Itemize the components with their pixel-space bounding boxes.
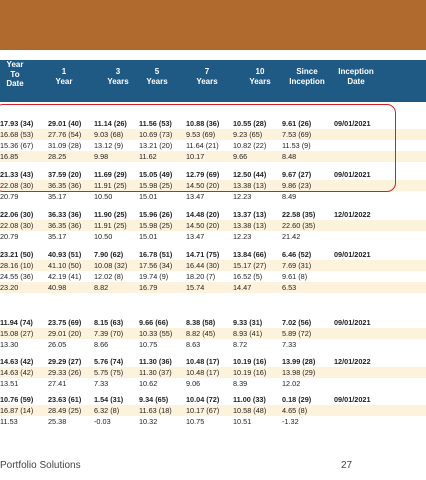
table-cell: 10.48 (17) [186,368,220,377]
table-cell: 9.67 (27) [282,170,312,179]
table-cell: 5.89 (72) [282,329,312,338]
table-cell: 7.39 (70) [94,329,124,338]
table-cell: 17.56 (34) [139,261,173,270]
table-cell: 11.53 [0,417,18,426]
table-cell: 10.55 (28) [233,119,267,128]
table-cell: 13.30 [0,340,19,349]
table-cell: 11.00 (33) [233,395,266,404]
page-number: 27 [341,460,353,471]
table-cell: 12.50 (44) [233,170,267,179]
table-row [0,191,426,202]
table-cell: 42.19 (41) [48,272,82,281]
table-cell: 27.76 (54) [48,130,82,139]
table-cell: 13.51 [0,379,19,388]
table-cell: 29.29 (27) [48,357,82,366]
table-cell: 11.94 (74) [0,318,33,327]
table-cell: 16.78 (51) [139,250,173,259]
table-cell: 8.48 [282,152,297,161]
table-cell: 12.02 [282,379,301,388]
table-cell: 6.32 (8) [94,406,120,415]
table-cell: 16.52 (5) [233,272,263,281]
table-row [0,260,426,271]
table-row [0,209,426,220]
table-cell: 9.34 (65) [139,395,169,404]
table-cell: 10.76 (59) [0,395,34,404]
table-cell: 10.50 [94,232,113,241]
top-banner [0,0,426,50]
table-row [0,416,426,427]
header-line: Years [249,76,271,86]
table-cell: 09/01/2021 [334,170,371,179]
table-cell: 15.17 (27) [233,261,267,270]
table-cell: 8.49 [282,192,297,201]
table-cell: 10.32 [139,417,158,426]
table-cell: 09/01/2021 [334,250,371,259]
table-cell: 16.87 (14) [0,406,34,415]
table-row [0,378,426,389]
table-row [0,394,426,405]
table-cell: 13.12 (9) [94,141,124,150]
table-cell: 29.01 (40) [48,119,82,128]
table-cell: 12/01/2022 [334,357,371,366]
table-cell: 27.41 [48,379,67,388]
table-cell: 10.08 (32) [94,261,128,270]
table-cell: 14.63 (42) [0,357,34,366]
table-cell: 10.51 [233,417,252,426]
table-cell: 36.35 (36) [48,181,82,190]
table-cell: 09/01/2021 [334,395,371,404]
header-line: Date [6,79,24,88]
table-cell: 10.62 [139,379,158,388]
table-cell: 9.06 [186,379,201,388]
table-cell: 19.74 (9) [139,272,169,281]
table-cell: 10.17 (67) [186,406,220,415]
table-cell: 35.17 [48,232,67,241]
table-cell: 15.98 (25) [139,181,173,190]
table-cell: 23.63 (61) [48,395,82,404]
table-cell: 14.50 (20) [186,221,220,230]
header-cell [326,67,386,86]
table-cell: 8.93 (41) [233,329,263,338]
table-cell: 13.37 (13) [233,210,267,219]
table-row [0,405,426,416]
table-cell: 18.20 (7) [186,272,216,281]
table-cell: 0.18 (29) [282,395,312,404]
table-cell: 14.63 (42) [0,368,34,377]
table-cell: 41.10 (50) [48,261,82,270]
table-cell: 28.25 [48,152,67,161]
header-line: To [10,69,20,79]
table-cell: 10.75 [186,417,205,426]
table-row [0,339,426,350]
table-cell: 8.15 (63) [94,318,124,327]
table-cell: -0.03 [94,417,111,426]
header-line: Year [6,60,24,69]
table-row [0,249,426,260]
table-row [0,220,426,231]
table-cell: 12/01/2022 [334,210,371,219]
table-cell: 9.66 [233,152,248,161]
table-cell: 10.33 (55) [139,329,173,338]
table-cell: 24.55 (36) [0,272,34,281]
table-cell: 37.59 (20) [48,170,82,179]
table-cell: 10.17 [186,152,205,161]
header-line: 10 [255,67,265,76]
table-cell: 9.23 (65) [233,130,263,139]
table-cell: 13.47 [186,232,205,241]
table-cell: 10.82 (22) [233,141,267,150]
table-cell: 16.79 [139,283,158,292]
table-cell: 23.21 (50) [0,250,34,259]
header-line: 7 [204,67,210,76]
table-cell: 31.09 (28) [48,141,82,150]
table-cell: 8.82 [94,283,109,292]
table-cell: 11.69 (29) [94,170,127,179]
table-cell: 13.84 (66) [233,250,267,259]
table-cell: 10.04 (72) [186,395,220,404]
table-cell: 16.85 [0,152,19,161]
table-cell: 11.62 [139,152,157,161]
table-cell: 35.17 [48,192,67,201]
table-cell: -1.32 [282,417,299,426]
table-cell: 20.79 [0,192,19,201]
header-cell [34,67,94,86]
table-cell: 11.30 (37) [139,368,172,377]
table-cell: 21.42 [282,232,301,241]
table-cell: 14.48 (20) [186,210,220,219]
table-cell: 28.49 (25) [48,406,82,415]
table-cell: 6.53 [282,283,297,292]
table-cell: 29.01 (20) [48,329,82,338]
table-cell: 20.79 [0,232,19,241]
table-cell: 36.33 (36) [48,210,82,219]
table-row [0,328,426,339]
table-cell: 15.36 (67) [0,141,34,150]
table-cell: 9.98 [94,152,109,161]
table-cell: 11.91 (25) [94,221,127,230]
table-cell: 12.02 (8) [94,272,124,281]
table-cell: 8.39 [233,379,248,388]
table-cell: 14.50 (20) [186,181,220,190]
table-cell: 23.20 [0,283,19,292]
table-cell: 1.54 (31) [94,395,124,404]
table-cell: 13.38 (13) [233,221,267,230]
table-cell: 15.01 [139,232,158,241]
table-cell: 10.58 (48) [233,406,267,415]
table-cell: 15.08 (27) [0,329,34,338]
table-cell: 7.33 [282,340,297,349]
table-cell: 9.33 (31) [233,318,263,327]
table-cell: 8.82 (45) [186,329,216,338]
table-cell: 13.99 (28) [282,357,316,366]
table-cell: 15.98 (25) [139,221,173,230]
table-cell: 11.90 (25) [94,210,127,219]
header-line: Years [146,76,168,86]
table-row [0,231,426,242]
footer-label: Portfolio Solutions [0,460,81,471]
table-row [0,271,426,282]
table-header [0,60,426,102]
table-cell: 22.06 (30) [0,210,34,219]
highlight-box [0,104,396,192]
table-cell: 16.68 (53) [0,130,34,139]
table-cell: 9.53 (69) [186,130,216,139]
table-cell: 11.64 (21) [186,141,219,150]
table-cell: 12.23 [233,232,252,241]
table-cell: 14.47 [233,283,252,292]
table-cell: 26.05 [48,340,67,349]
table-cell: 13.47 [186,192,205,201]
header-line: Years [107,76,129,86]
table-cell: 8.72 [233,340,248,349]
table-cell: 14.71 (75) [186,250,220,259]
table-cell: 09/01/2021 [334,119,371,128]
table-cell: 12.79 (69) [186,170,220,179]
table-cell: 16.44 (30) [186,261,220,270]
table-cell: 9.03 (68) [94,130,124,139]
table-cell: 36.35 (36) [48,221,82,230]
table-cell: 10.69 (73) [139,130,173,139]
table-cell: 13.98 (29) [282,368,316,377]
table-cell: 7.33 [94,379,109,388]
table-cell: 8.38 (58) [186,318,216,327]
table-cell: 17.93 (34) [0,119,34,128]
table-cell: 40.98 [48,283,67,292]
table-cell: 11.14 (26) [94,119,127,128]
table-cell: 15.05 (49) [139,170,173,179]
table-cell: 23.75 (69) [48,318,82,327]
table-cell: 9.86 (23) [282,181,312,190]
table-cell: 11.56 (53) [139,119,172,128]
table-cell: 21.33 (43) [0,170,34,179]
table-cell: 25.38 [48,417,67,426]
table-cell: 10.19 (16) [233,368,267,377]
table-cell: 13.38 (13) [233,181,267,190]
table-cell: 15.01 [139,192,158,201]
table-cell: 9.66 (66) [139,318,169,327]
table-cell: 5.76 (74) [94,357,124,366]
table-cell: 10.19 (16) [233,357,267,366]
table-cell: 10.75 [139,340,158,349]
table-cell: 09/01/2021 [334,318,371,327]
header-line: Inception [338,67,374,76]
table-row [0,367,426,378]
table-cell: 28.16 (10) [0,261,34,270]
header-cell [177,67,237,86]
table-cell: 13.21 (20) [139,141,173,150]
table-cell: 9.61 (26) [282,119,312,128]
table-cell: 5.75 (75) [94,368,124,377]
table-cell: 15.96 (26) [139,210,173,219]
table-cell: 9.61 (8) [282,272,308,281]
table-cell: 22.08 (30) [0,221,34,230]
table-cell: 15.74 [186,283,205,292]
table-cell: 22.60 (35) [282,221,316,230]
table-cell: 22.58 (35) [282,210,316,219]
table-cell: 7.53 (69) [282,130,312,139]
header-line: 3 [115,67,121,76]
table-cell: 29.33 (26) [48,368,82,377]
table-cell: 11.91 (25) [94,181,127,190]
table-cell: 4.65 (8) [282,406,308,415]
table-cell: 12.23 [233,192,252,201]
table-cell: 8.63 [186,340,201,349]
table-cell: 10.50 [94,192,113,201]
table-cell: 7.02 (56) [282,318,312,327]
header-line: Date [347,76,365,86]
header-line: Since [296,67,318,76]
table-cell: 10.88 (36) [186,119,220,128]
header-line: Years [196,76,218,86]
table-row [0,282,426,293]
table-cell: 11.53 (9) [282,141,311,150]
header-line: Year [55,76,73,86]
table-cell: 40.93 (51) [48,250,82,259]
table-cell: 7.69 (31) [282,261,312,270]
table-cell: 11.30 (36) [139,357,172,366]
table-row [0,317,426,328]
header-line: 1 [61,67,67,76]
header-line: Inception [289,76,325,86]
header-line: 5 [154,67,160,76]
table-cell: 6.46 (52) [282,250,312,259]
table-cell: 11.63 (18) [139,406,172,415]
table-cell: 7.90 (62) [94,250,124,259]
table-cell: 10.48 (17) [186,357,220,366]
table-row [0,356,426,367]
table-cell: 22.08 (30) [0,181,34,190]
table-cell: 8.66 [94,340,109,349]
